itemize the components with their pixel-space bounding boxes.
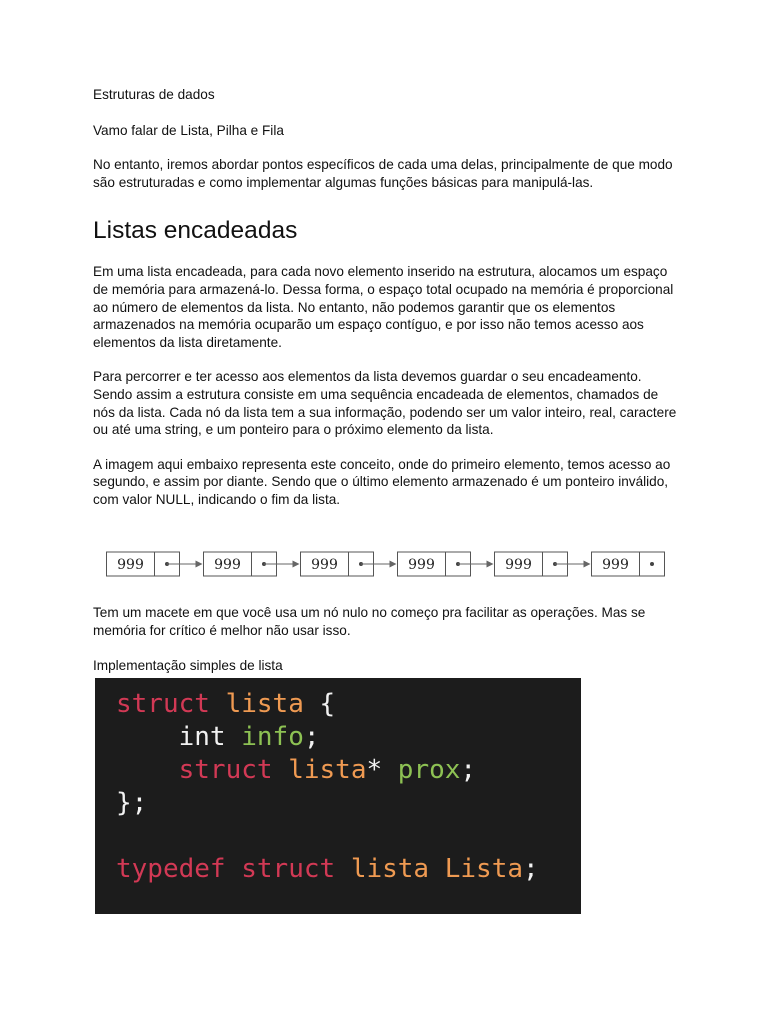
pointer-arrowhead: [487, 561, 494, 568]
code-type: lista: [288, 755, 367, 785]
code-type: lista: [225, 689, 304, 719]
code-indent: [116, 722, 179, 752]
code-closing: };: [116, 788, 148, 818]
code-identifier: prox: [397, 755, 461, 785]
node-value: 999: [311, 557, 338, 573]
pointer-arrowhead: [584, 561, 591, 568]
document-body: [93, 86, 683, 526]
code-type: Lista: [444, 854, 524, 884]
pointer-dot: [650, 562, 654, 566]
paragraph-3: A imagem aqui embaixo representa este conceito, onde do primeiro elemento, temos acesso ao segundo, e assim por diante. Sendo que o último elemento armazenado é um ponteiro inválido, com valor NULL, indicando o fim da lista.: [93, 456, 671, 507]
code-type-int: int: [178, 722, 226, 752]
code-keyword: struct: [241, 854, 336, 884]
code-keyword: typedef: [116, 854, 226, 884]
code-punct: {: [303, 689, 336, 719]
code-punct: *: [366, 755, 383, 785]
node-value: 999: [505, 557, 532, 573]
code-punct: ;: [523, 854, 539, 884]
code-keyword: struct: [178, 755, 273, 785]
node-value: 999: [117, 557, 144, 573]
code-keyword: struct: [116, 689, 210, 719]
code-punct: ;: [303, 722, 320, 752]
code-indent: [116, 755, 179, 785]
intro-paragraph: No entanto, iremos abordar pontos específicos de cada uma delas, principalmente de que modo são estruturadas e como implementar algumas funções básicas para manipulá-las.: [93, 157, 673, 190]
pointer-arrowhead: [196, 561, 203, 568]
pointer-arrowhead: [390, 561, 397, 568]
node-value: 999: [214, 557, 241, 573]
code-text: [95, 678, 581, 886]
code-type: lista: [350, 854, 430, 884]
paragraph-1: Em uma lista encadeada, para cada novo elemento inserido na estrutura, alocamos um espaço de memória para armazená-lo. Dessa forma, o espaço total ocupado na memória é proporcional ao número de elementos da lista. No entanto, não podemos garantir que os elementos armazenados na memória ocuparão um espaço contíguo, e por isso não temos acesso aos elementos da lista diretamente.: [93, 264, 674, 350]
code-caption: Implementação simples de lista: [93, 658, 283, 673]
code-block: [95, 678, 581, 914]
paragraph-2: Para percorrer e ter acesso aos elementos da lista devemos guardar o seu encadeamento. Sendo assim a estrutura consiste em uma sequência encadeada de elementos, chamados de nós da lista. Cada nó da lista tem a sua informação, podendo ser um valor inteiro, real, caractere ou até uma string, e um ponteiro para o próximo elemento da lista.: [93, 369, 677, 438]
tip-paragraph: Tem um macete em que você usa um nó nulo no começo pra facilitar as operações. Mas se memória for crítico é melhor não usar isso.: [93, 605, 646, 638]
pointer-arrowhead: [293, 561, 300, 568]
node-value: 999: [408, 557, 435, 573]
code-punct: ;: [460, 755, 477, 785]
code-identifier: info: [241, 722, 304, 752]
doc-heading-text: Estruturas de dados: [93, 87, 215, 102]
node-value: 999: [602, 557, 629, 573]
linked-list-diagram: [105, 550, 665, 578]
intro-line: Vamo falar de Lista, Pilha e Fila: [93, 122, 284, 138]
section-title: Listas encadeadas: [93, 217, 298, 245]
